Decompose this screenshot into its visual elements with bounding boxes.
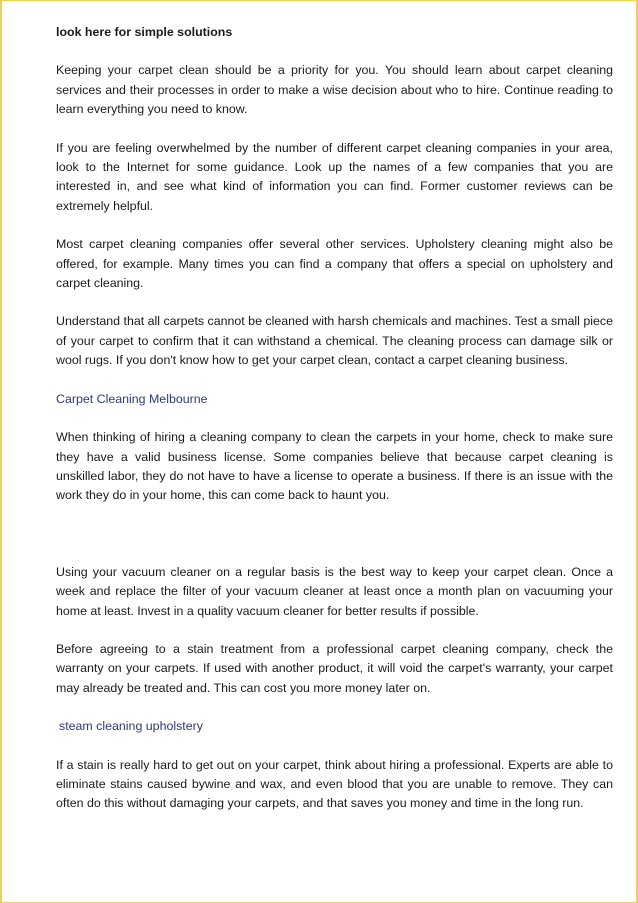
paragraph-3: Most carpet cleaning companies offer several other services. Upholstery cleaning might also be offered, for example. Many times you can find a company that offers a special on upholstery and carpet cleaning. bbox=[56, 237, 613, 291]
paragraph-4: Understand that all carpets cannot be cleaned with harsh chemicals and machines. Test a small piece of your carpet to confirm that it can withstand a chemical. The cleaning process can damage silk or wool rugs. If you don't know how to get your carpet clean, contact a carpet cleaning business. bbox=[56, 314, 613, 368]
paragraph-1: Keeping your carpet clean should be a priority for you. You should learn about carpet cleaning services and their processes in order to make a wise decision about who to hire. Continue reading to learn everything you need to know. bbox=[56, 63, 613, 117]
paragraph-8: If a stain is really hard to get out on your carpet, think about hiring a professional. Experts are able to eliminate stains caused bywine and wax, and even blood that you are unable to remove. They can often do this without damaging your carpets, and that saves you money and time in the long run. bbox=[56, 757, 613, 811]
paragraph-2: If you are feeling overwhelmed by the number of different carpet cleaning companies in your area, look to the Internet for some guidance. Look up the names of a few companies that you are interested in, and see what kind of information you can find. Former customer reviews can be extremely helpful. bbox=[56, 140, 613, 213]
paragraph-6: Using your vacuum cleaner on a regular basis is the best way to keep your carpet clean. Once a week and replace the filter of your vacuum cleaner at least once a month plan on vacuuming your home at least. Invest in a quality vacuum cleaner for better results if possible. bbox=[56, 564, 613, 618]
paragraph-7: Before agreeing to a stain treatment from a professional carpet cleaning company, check the warranty on your carpets. If used with another product, it will void the carpet's warranty, your carpet may already be treated and. This can cost you more money later on. bbox=[56, 641, 613, 695]
steam-cleaning-upholstery-link[interactable]: steam cleaning upholstery bbox=[59, 719, 203, 734]
blank-spacer bbox=[56, 525, 613, 563]
carpet-cleaning-melbourne-link[interactable]: Carpet Cleaning Melbourne bbox=[56, 391, 208, 406]
paragraph-5: When thinking of hiring a cleaning company to clean the carpets in your home, check to make sure they have a valid business license. Some companies believe that because carpet cleaning is unskilled labor, they do not have to have a license to operate a business. If there is an issue with the work they do in your home, this can come back to haunt you. bbox=[56, 430, 613, 503]
document-body bbox=[56, 23, 613, 833]
document-heading: look here for simple solutions bbox=[56, 25, 233, 39]
